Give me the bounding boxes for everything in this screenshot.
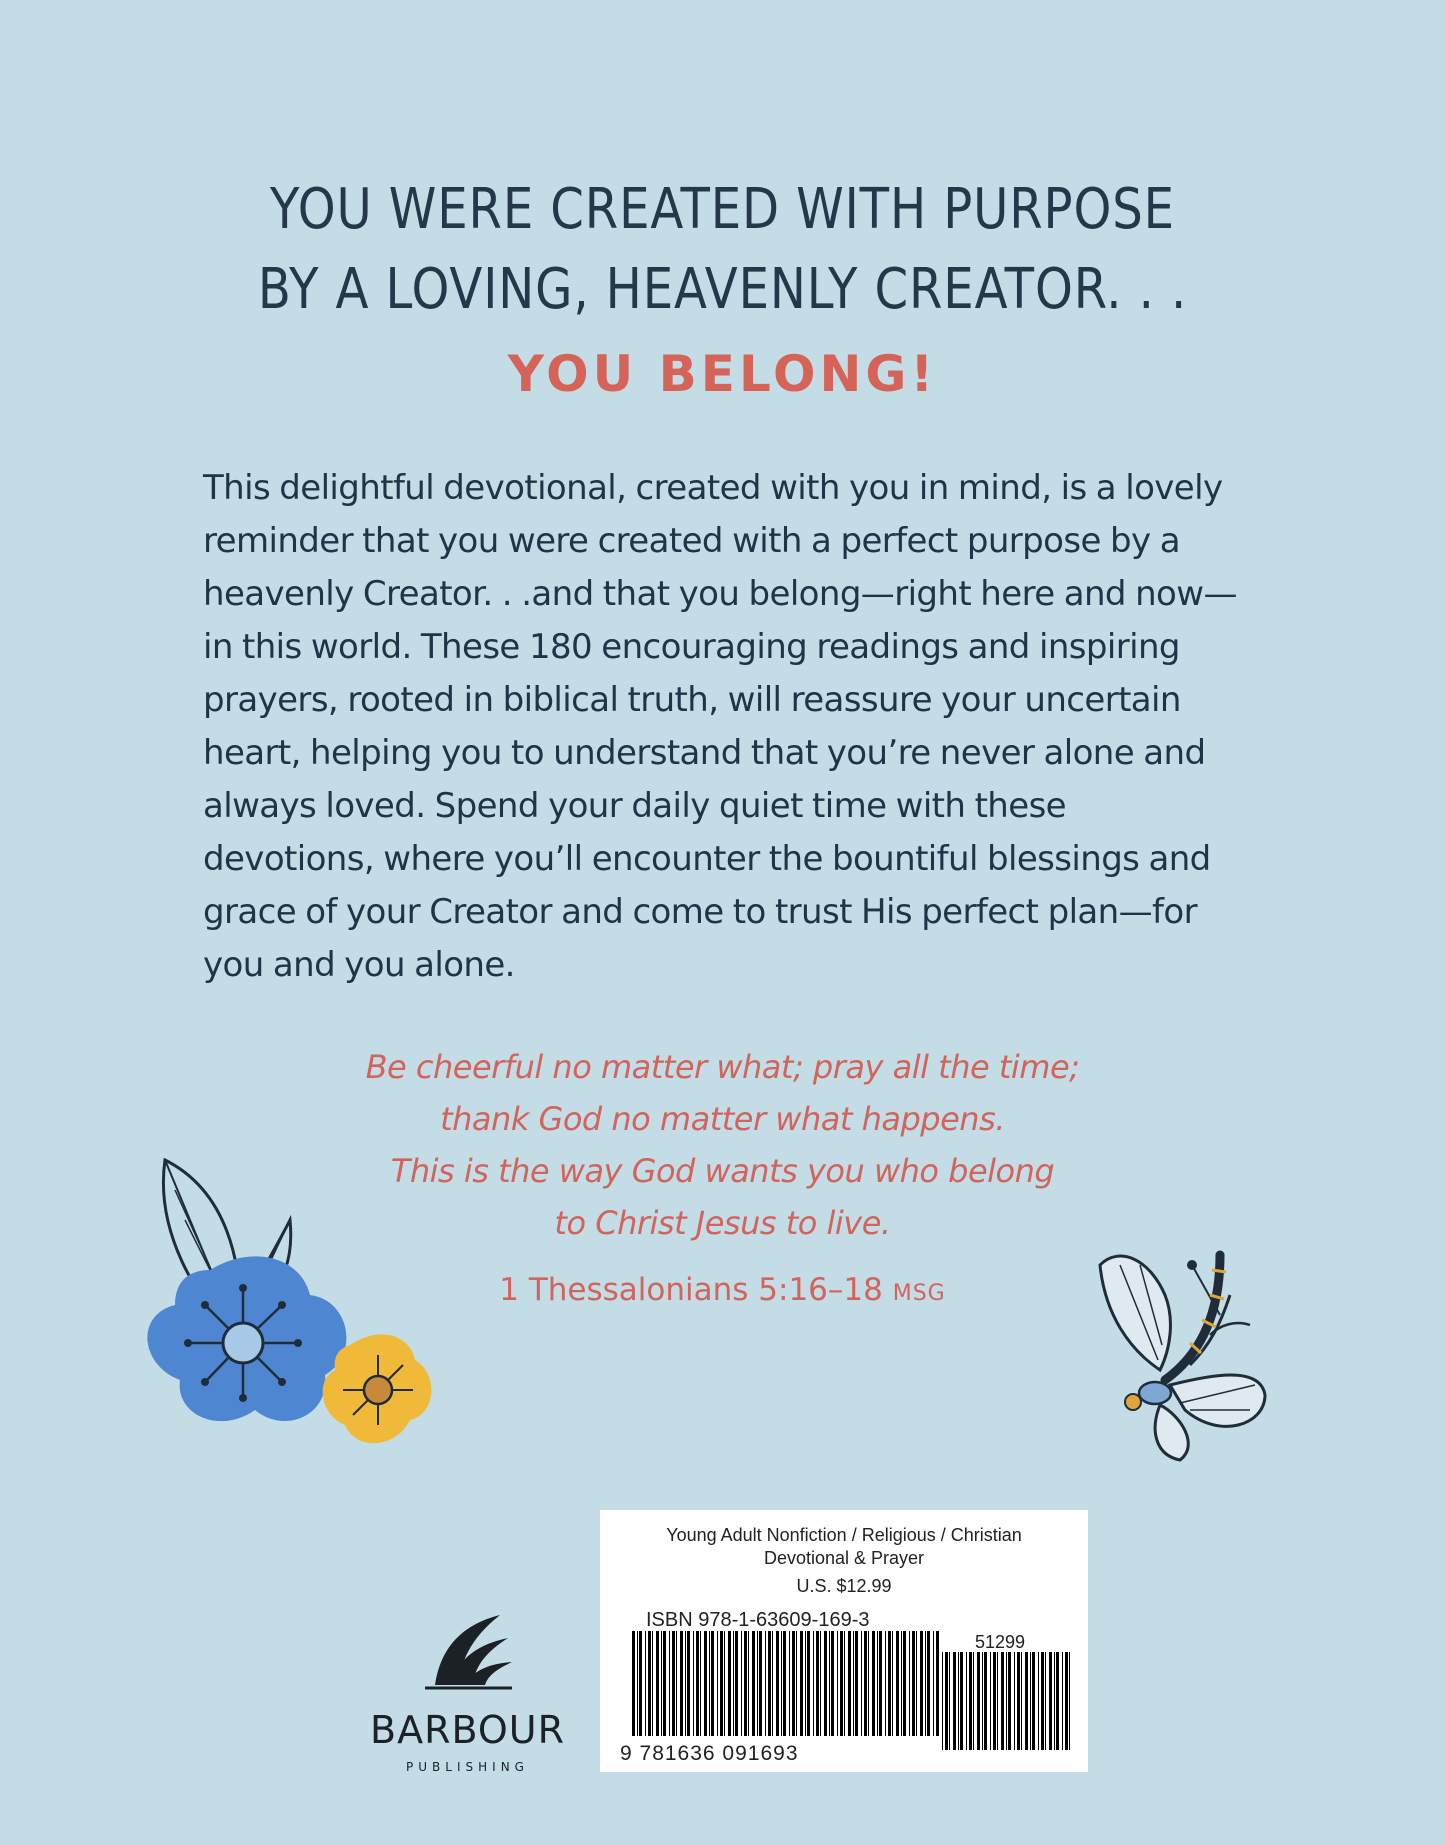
heading-emphasis: YOU BELONG!: [507, 345, 938, 403]
barcode-bar: [1006, 1652, 1007, 1750]
barcode-bar: [735, 1631, 738, 1736]
barcode-bar: [879, 1631, 882, 1736]
barcode-bar: [1032, 1652, 1035, 1750]
barcode-bar: [663, 1631, 666, 1736]
barcode-bar: [700, 1631, 701, 1736]
barcode-bar: [752, 1631, 755, 1736]
category-line-2: Devotional & Prayer: [763, 1548, 925, 1568]
barcode-bar: [829, 1631, 830, 1736]
publisher-subtitle: PUBLISHING: [406, 1760, 529, 1774]
barcode-bar: [1001, 1652, 1004, 1750]
barcode-bar: [903, 1631, 906, 1736]
quote-line: to Christ Jesus to live.: [554, 1204, 891, 1242]
barcode-bar: [848, 1631, 851, 1736]
publisher-logo: [360, 1600, 575, 1780]
barcode-bar: [728, 1631, 731, 1736]
barcode-bar: [853, 1631, 854, 1736]
barcode-bar: [1062, 1652, 1063, 1750]
barcode-bar: [840, 1631, 843, 1736]
barcode-bar: [720, 1631, 723, 1736]
barcode-bar: [637, 1631, 638, 1736]
barcode-bar: [656, 1631, 659, 1736]
barcode-bar: [1014, 1652, 1015, 1750]
barcode-bar: [639, 1631, 642, 1736]
barcode-bar: [973, 1652, 974, 1750]
book-description: This delightful devotional, created with you in mind, is a lovely reminder that you were created with a perfect purpose by a heavenly Creator. . .and that you belong—right here and now—in this world. These 180 encouraging readings and inspiring prayers, rooted in biblical truth, will reassure your uncertain heart, helping you to understand that you’re never alone and always loved. Spend your daily quiet time with these devotions, where you’ll encounter the bountiful blessings and grace of your Creator and come to trust His perfect plan—for you and you alone.: [203, 468, 1237, 985]
barcode-bar: [892, 1631, 893, 1736]
barcode-bar: [696, 1631, 699, 1736]
flowers-illustration: [135, 1150, 475, 1460]
barcode-bar: [709, 1631, 710, 1736]
retail-price: U.S. $12.99: [796, 1576, 892, 1596]
barcode-bar: [807, 1631, 810, 1736]
barcode-bar: [1017, 1652, 1020, 1750]
barcode-bar: [885, 1631, 886, 1736]
barcode-bar: [813, 1631, 814, 1736]
barcode-label: [600, 1510, 1088, 1772]
barcode-bar: [783, 1631, 786, 1736]
barcode-digits: 9 781636 091693: [620, 1742, 799, 1765]
quote-line: Be cheerful no matter what; pray all the time;: [365, 1048, 1080, 1086]
barcode-bar: [958, 1652, 959, 1750]
barcode-bar: [1038, 1652, 1039, 1750]
barcode-bar: [685, 1631, 686, 1736]
barcode-bar: [661, 1631, 662, 1736]
barcode-bar: [844, 1631, 845, 1736]
barcode-bar: [896, 1631, 899, 1736]
barcode-bar: [693, 1631, 694, 1736]
barcode-bar: [765, 1631, 766, 1736]
barcode-bar: [789, 1631, 790, 1736]
category-line-1: Young Adult Nonfiction / Religious / Christian: [666, 1525, 1022, 1545]
barcode-bar: [1065, 1652, 1068, 1750]
barcode-bar: [676, 1631, 677, 1736]
barcode-bar: [953, 1652, 956, 1750]
price-barcode: [940, 1652, 1075, 1750]
barcode-bar: [792, 1631, 795, 1736]
barcode-bar: [872, 1631, 875, 1736]
dragonfly-illustration: [1070, 1235, 1280, 1465]
barcode-bar: [969, 1652, 972, 1750]
barcode-bar: [741, 1631, 742, 1736]
barcode-bar: [864, 1631, 867, 1736]
barcode-bar: [711, 1631, 714, 1736]
quote-line: thank God no matter what happens.: [440, 1100, 1005, 1138]
barcode-bar: [993, 1652, 996, 1750]
barcode-bar: [966, 1652, 967, 1750]
barcode-bar: [717, 1631, 718, 1736]
barcode-bar: [669, 1631, 670, 1736]
barcode-bar: [652, 1631, 653, 1736]
barcode-bar: [949, 1652, 950, 1750]
barcode-bar: [744, 1631, 747, 1736]
barcode-bar: [901, 1631, 902, 1736]
barcode-bar: [800, 1631, 803, 1736]
barcode-bar: [680, 1631, 683, 1736]
heading-line-1: YOU WERE CREATED WITH PURPOSE: [270, 177, 1175, 242]
barbour-book-logo: [420, 1610, 515, 1690]
barcode-bar: [920, 1631, 923, 1736]
barcode-bar: [936, 1631, 939, 1736]
barcode-bar: [977, 1652, 980, 1750]
barcode-bar: [837, 1631, 838, 1736]
barcode-bar: [768, 1631, 771, 1736]
barcode-bar: [704, 1631, 707, 1736]
barcode-bar: [648, 1631, 651, 1736]
barcode-bar: [925, 1631, 926, 1736]
barcode-bar: [945, 1652, 948, 1750]
barcode-bar: [733, 1631, 734, 1736]
heading-line-2: BY A LOVING, HEAVENLY CREATOR. . .: [257, 257, 1188, 322]
barcode-bar: [1056, 1652, 1059, 1750]
barcode-bar: [772, 1631, 773, 1736]
barcode-bar: [632, 1631, 635, 1736]
barcode-bar: [796, 1631, 797, 1736]
barcode-bar: [927, 1631, 930, 1736]
barcode-bar: [1049, 1652, 1052, 1750]
barcode-bar: [997, 1652, 998, 1750]
barcode-bar: [831, 1631, 834, 1736]
barcode-bar: [1021, 1652, 1022, 1750]
barcode-bar: [933, 1631, 934, 1736]
isbn-barcode: [630, 1631, 940, 1746]
barcode-bar: [687, 1631, 690, 1736]
barcode-bar: [805, 1631, 806, 1736]
barcode-bar: [942, 1652, 943, 1750]
barcode-bar: [984, 1652, 987, 1750]
barcode-bar: [990, 1652, 991, 1750]
barcode-bar: [757, 1631, 758, 1736]
reference-text: 1 Thessalonians 5:16–18: [499, 1272, 883, 1308]
barcode-bar: [645, 1631, 646, 1736]
subject-category: [600, 1524, 1088, 1570]
barcode-bar: [1030, 1652, 1031, 1750]
barcode-bar: [1025, 1652, 1028, 1750]
barcode-bar: [960, 1652, 963, 1750]
barcode-bar: [1054, 1652, 1055, 1750]
barcode-bar: [672, 1631, 675, 1736]
isbn-text: ISBN 978-1-63609-169-3: [646, 1609, 870, 1631]
barcode-bar: [816, 1631, 819, 1736]
barcode-bar: [861, 1631, 862, 1736]
quote-line: This is the way God wants you who belong: [390, 1152, 1055, 1190]
barcode-bar: [824, 1631, 827, 1736]
barcode-bar: [1045, 1652, 1046, 1750]
barcode-bar: [781, 1631, 782, 1736]
publisher-name: BARBOUR: [370, 1708, 565, 1752]
barcode-bar: [877, 1631, 878, 1736]
barcode-bar: [912, 1631, 915, 1736]
barcode-bar: [724, 1631, 725, 1736]
barcode-bar: [888, 1631, 891, 1736]
barcode-bar: [1008, 1652, 1011, 1750]
barcode-bar: [759, 1631, 762, 1736]
barcode-bar: [909, 1631, 910, 1736]
barcode-bar: [820, 1631, 821, 1736]
barcode-bar: [855, 1631, 858, 1736]
cover-heading: [101, 170, 1344, 330]
barcode-bar: [1069, 1652, 1070, 1750]
barcode-bar: [982, 1652, 983, 1750]
barcode-bar: [776, 1631, 779, 1736]
barcode-bar: [1041, 1652, 1044, 1750]
reference-version: MSG: [892, 1281, 946, 1306]
barcode-bar: [868, 1631, 869, 1736]
price-code: 51299: [975, 1632, 1026, 1652]
barcode-bar: [916, 1631, 917, 1736]
barcode-bar: [748, 1631, 749, 1736]
